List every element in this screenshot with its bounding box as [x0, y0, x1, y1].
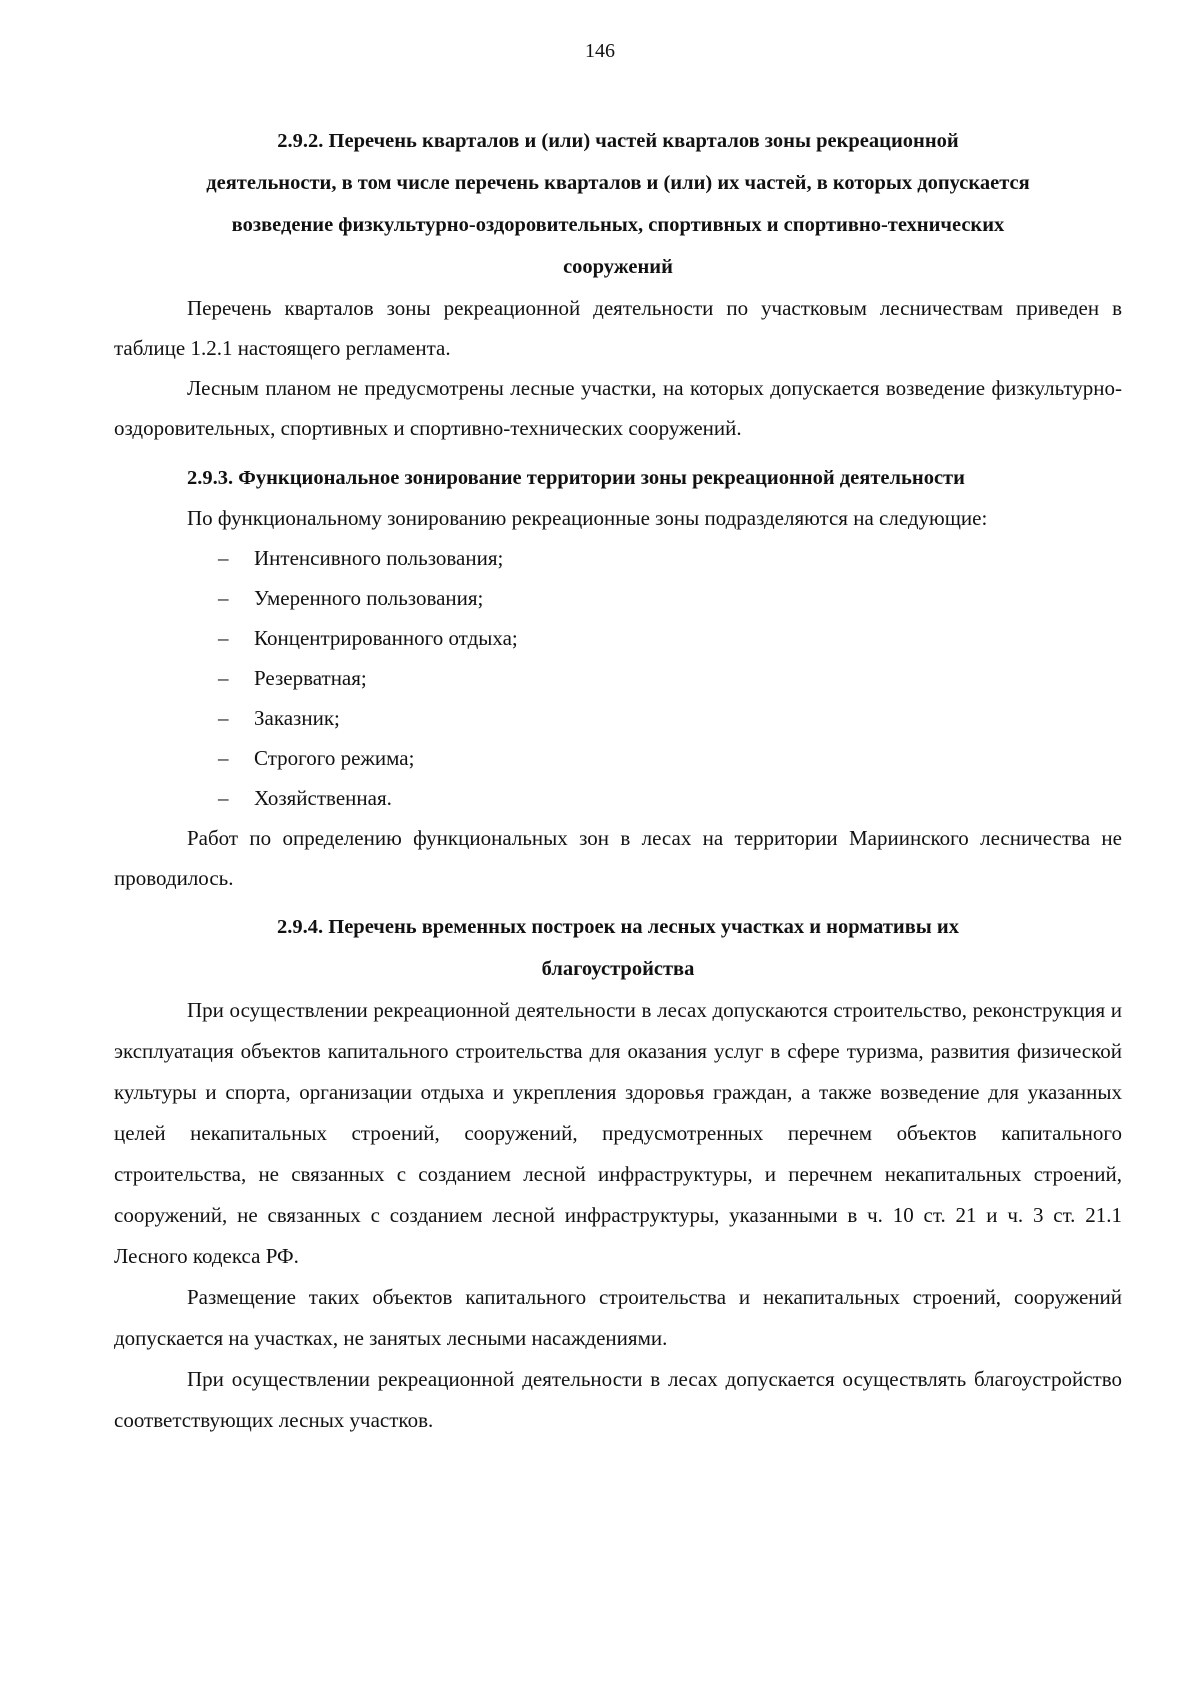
page-number: 146 [585, 40, 615, 62]
paragraph: Размещение таких объектов капитального строительства и некапитальных строений, сооружений допускается на участках, не занятых лесными насаждениями. [114, 1285, 1122, 1350]
paragraph: Перечень кварталов зоны рекреационной деятельности по участковым лесничествам приведен в таблице 1.2.1 настоящего регламента. [114, 296, 1122, 360]
list-item-text: Строгого режима; [254, 746, 415, 770]
section-heading: 2.9.3. Функциональное зонирование территории зоны рекреационной деятельности [187, 467, 965, 489]
heading-line: сооружений [563, 256, 673, 278]
dash-bullet: – [218, 786, 229, 810]
page-content [114, 120, 1122, 1441]
heading-line: благоустройства [541, 958, 695, 980]
list-item [218, 738, 1122, 778]
dash-bullet: – [218, 746, 229, 770]
paragraph: По функциональному зонированию рекреационные зоны подразделяются на следующие: [187, 506, 988, 530]
list-item [218, 578, 1122, 618]
heading-line: возведение физкультурно-оздоровительных, спортивных и спортивно-технических [231, 214, 1005, 236]
heading-line: 2.9.2. Перечень кварталов и (или) частей кварталов зоны рекреационной [277, 130, 959, 152]
dash-bullet: – [218, 666, 229, 690]
list-item [218, 658, 1122, 698]
paragraph: При осуществлении рекреационной деятельности в лесах допускаются строительство, реконструкция и эксплуатация объектов капитального строительства для оказания услуг в сфере туризма, развития физической культуры и спорта, организации отдыха и укрепления здоровья граждан, а также возведение для указанных целей некапитальных строений, сооружений, предусмотренных перечнем объектов капитального строительства, не связанных с созданием лесной инфраструктуры, и перечнем некапитальных строений, сооружений, не связанных с созданием лесной инфраструктуры, указанными в ч. 10 ст. 21 и ч. 3 ст. 21.1 Лесного кодекса РФ. [114, 998, 1122, 1268]
heading-line: 2.9.4. Перечень временных построек на лесных участках и нормативы их [277, 916, 959, 938]
dash-bullet: – [218, 546, 229, 570]
list-item [218, 618, 1122, 658]
list-item-text: Хозяйственная. [254, 786, 392, 810]
section-2-9-2 [114, 120, 1122, 448]
paragraph: При осуществлении рекреационной деятельности в лесах допускается осуществлять благоустройство соответствующих лесных участков. [114, 1367, 1122, 1432]
paragraph: Работ по определению функциональных зон в лесах на территории Мариинского лесничества не проводилось. [114, 826, 1122, 890]
dash-bullet: – [218, 586, 229, 610]
zone-list [114, 538, 1122, 818]
paragraph: Лесным планом не предусмотрены лесные участки, на которых допускается возведение физкультурно-оздоровительных, спортивных и спортивно-технических сооружений. [114, 376, 1122, 440]
list-item-text: Резерватная; [254, 666, 367, 690]
list-item [218, 778, 1122, 818]
list-item-text: Концентрированного отдыха; [254, 626, 518, 650]
dash-bullet: – [218, 706, 229, 730]
section-2-9-4 [114, 906, 1122, 1441]
list-item-text: Интенсивного пользования; [254, 546, 504, 570]
list-item [218, 698, 1122, 738]
heading-line: деятельности, в том числе перечень кварталов и (или) их частей, в которых допускается [206, 172, 1030, 194]
list-item-text: Заказник; [254, 706, 340, 730]
section-2-9-3 [114, 458, 1122, 898]
section-heading [114, 120, 1122, 288]
section-heading [114, 906, 1122, 990]
list-item-text: Умеренного пользования; [254, 586, 484, 610]
dash-bullet: – [218, 626, 229, 650]
list-item [218, 538, 1122, 578]
